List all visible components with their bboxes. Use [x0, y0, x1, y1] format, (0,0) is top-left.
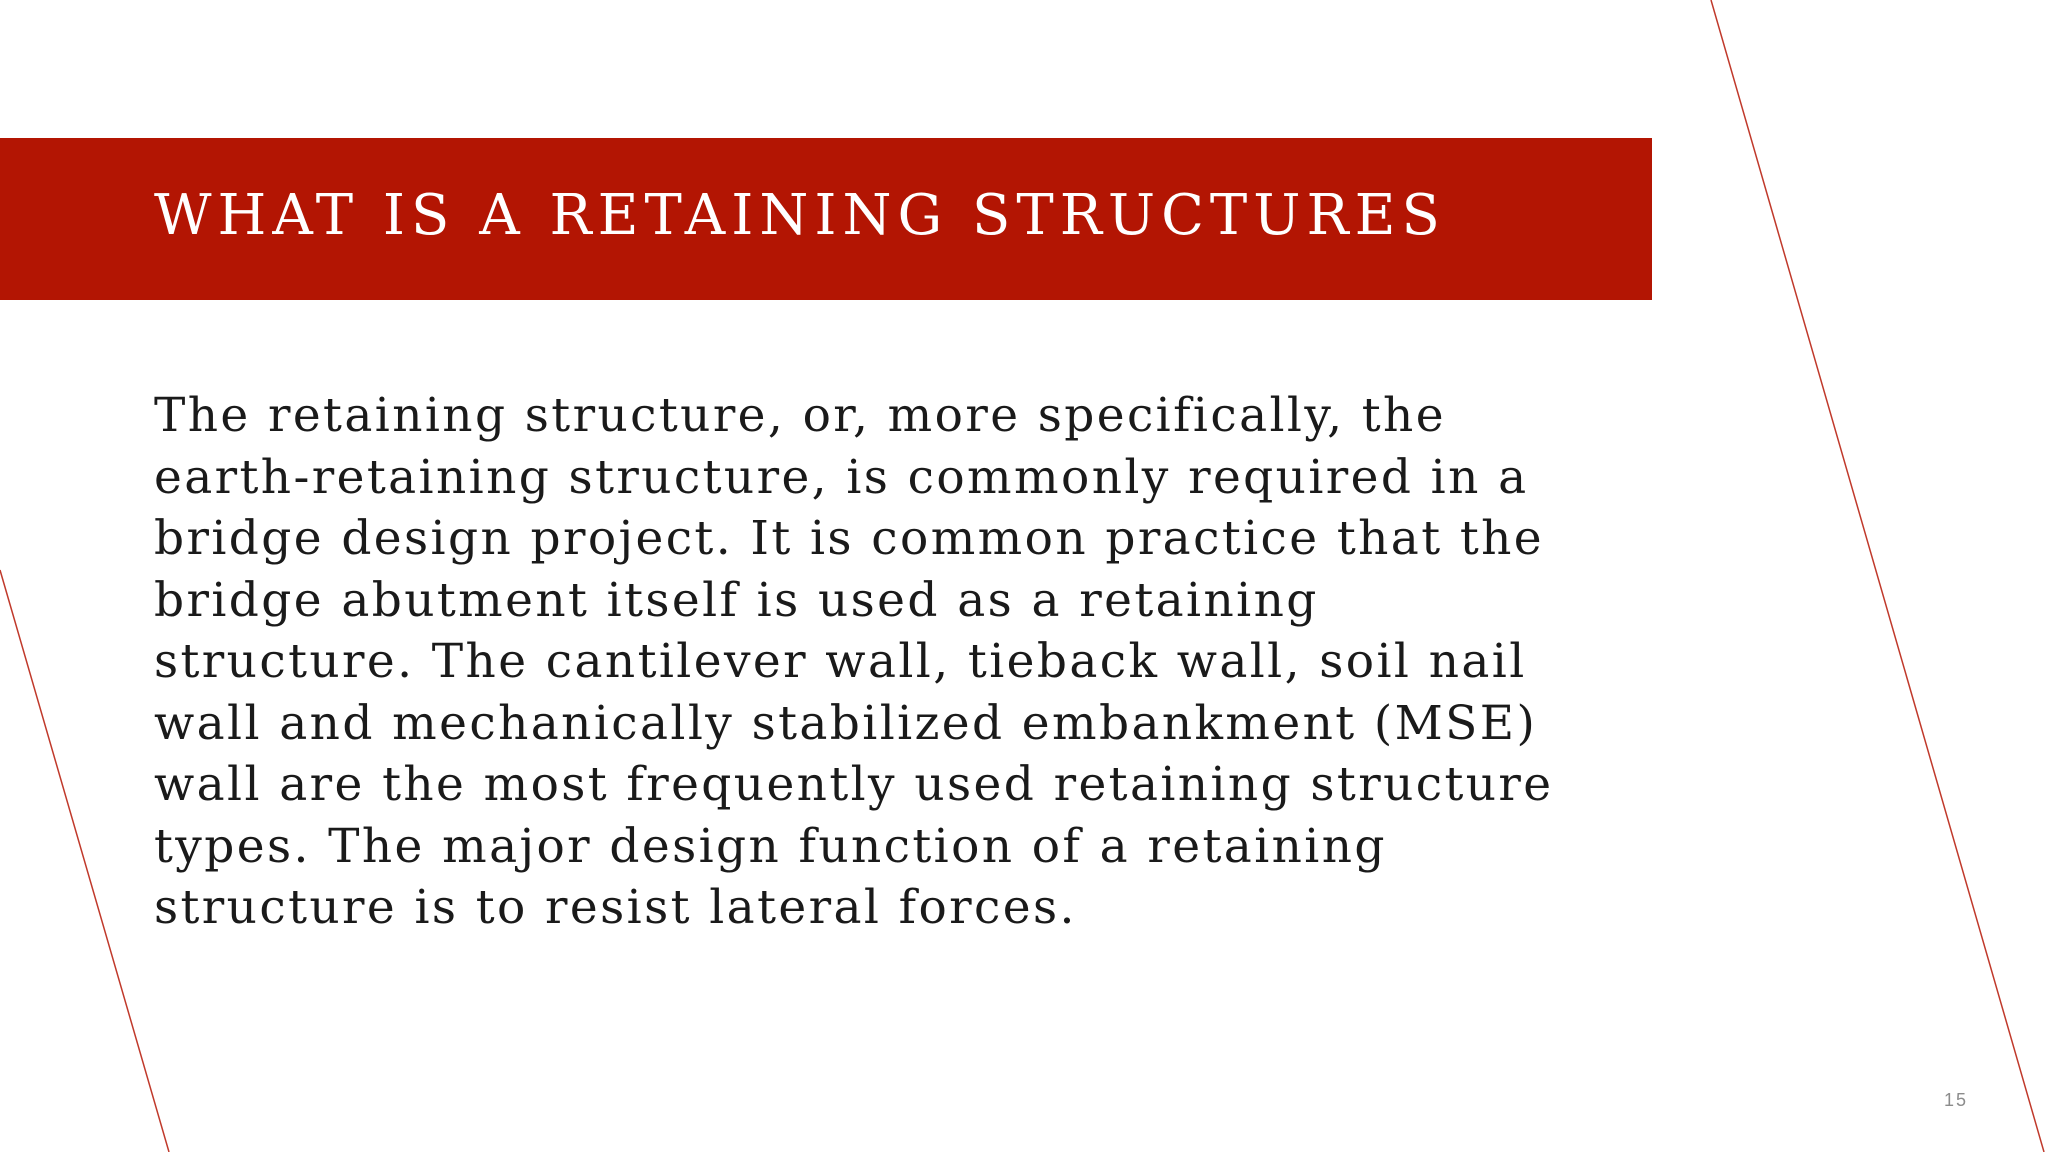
- body-paragraph: [154, 385, 1624, 939]
- body-line: types. The major design function of a retaining: [154, 818, 1387, 874]
- body-line: structure is to resist lateral forces.: [154, 880, 1077, 935]
- body-line: bridge abutment itself is used as a retaining: [154, 572, 1319, 628]
- body-line: earth-retaining structure, is commonly required in a: [154, 449, 1529, 505]
- body-line: The retaining structure, or, more specifically, the: [154, 388, 1446, 443]
- body-line: structure. The cantilever wall, tieback wall, soil nail: [154, 634, 1527, 689]
- body-line: wall are the most frequently used retaining structure: [154, 757, 1554, 812]
- body-line: wall and mechanically stabilized embankment (MSE): [154, 695, 1538, 751]
- left-diagonal-line: [0, 570, 169, 1152]
- page-number: 15: [1943, 1090, 1968, 1110]
- body-line: bridge design project. It is common practice that the: [154, 511, 1545, 566]
- right-diagonal-line: [1711, 0, 2044, 1152]
- slide-title: WHAT IS A RETAINING STRUCTURES: [154, 183, 1446, 248]
